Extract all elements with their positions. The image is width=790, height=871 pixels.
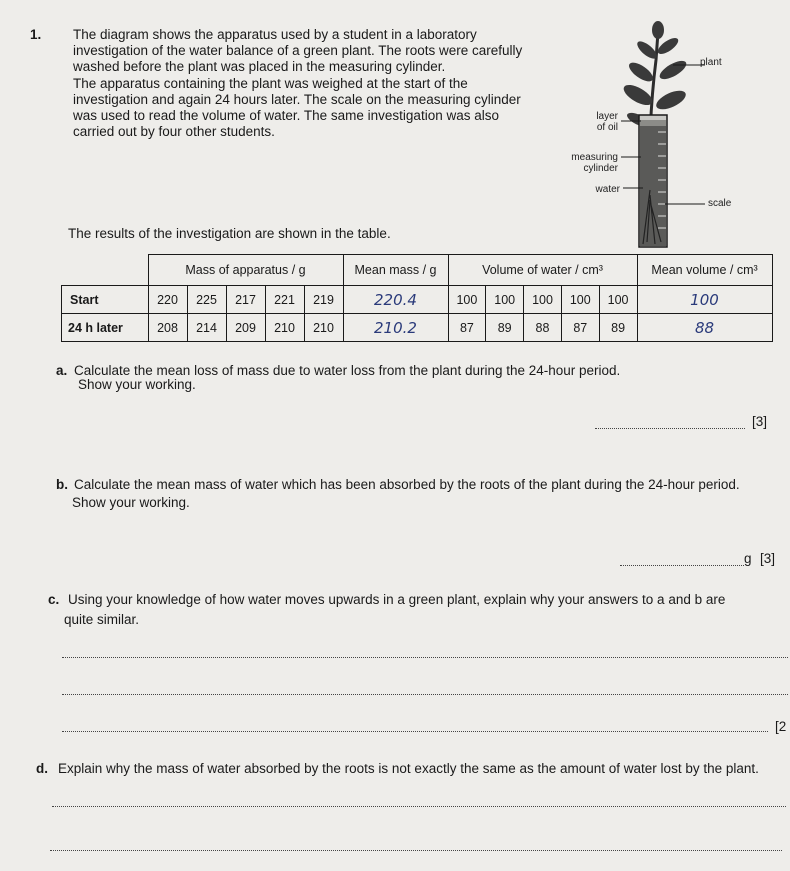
mass-cell: 221: [265, 286, 304, 314]
part-b-answer-line[interactable]: [620, 565, 744, 566]
volume-cell: 89: [486, 314, 524, 342]
label-plant: plant: [700, 57, 722, 68]
part-b-line2: Show your working.: [72, 495, 190, 510]
label-of-oil: of oil: [596, 122, 618, 133]
part-c-letter: c.: [48, 592, 60, 607]
intro-line: was used to read the volume of water. The same investigation was also: [73, 108, 499, 124]
question-intro: [73, 27, 533, 140]
mass-cell: 214: [187, 314, 226, 342]
table-row: [62, 286, 773, 314]
mean-mass-cell: 220.4: [343, 286, 448, 314]
mean-volume-cell: 88: [637, 314, 772, 342]
row-label: Start: [62, 286, 149, 314]
volume-cell: 87: [448, 314, 486, 342]
intro-line: The apparatus containing the plant was weighed at the start of the: [73, 75, 468, 91]
table-corner: [62, 255, 149, 286]
volume-cell: 100: [448, 286, 486, 314]
mass-cell: 225: [187, 286, 226, 314]
label-measuring-cylinder: [540, 152, 618, 174]
apparatus-diagram: [555, 20, 790, 250]
part-d-letter: d.: [36, 761, 48, 776]
mean-mass-cell: 210.2: [343, 314, 448, 342]
mass-cell: 220: [148, 286, 187, 314]
mean-volume-cell: 100: [637, 286, 772, 314]
mass-cell: 217: [226, 286, 265, 314]
volume-cell: 100: [561, 286, 599, 314]
results-text: The results of the investigation are shown in the table.: [68, 226, 391, 241]
label-scale: scale: [708, 198, 732, 209]
part-c-answer-line[interactable]: [62, 731, 768, 732]
mass-cell: 208: [148, 314, 187, 342]
part-c-line2: quite similar.: [64, 612, 140, 627]
row-label: 24 h later: [62, 314, 149, 342]
table-row: [62, 314, 773, 342]
part-c-mark: [2: [775, 719, 787, 734]
mass-cell: 210: [304, 314, 343, 342]
mass-cell: 209: [226, 314, 265, 342]
header-mean-volume: Mean volume / cm³: [637, 255, 772, 286]
intro-line: carried out by four other students.: [73, 124, 275, 140]
part-b-mark: [3]: [760, 551, 776, 566]
part-b-line1: Calculate the mean mass of water which has been absorbed by the roots of the plant during the 24-hour period.: [74, 477, 740, 492]
header-mean-mass: Mean mass / g: [343, 255, 448, 286]
part-b-unit: g: [744, 551, 752, 566]
part-c-answer-line[interactable]: [62, 657, 788, 658]
label-layer-of-oil: [560, 111, 618, 133]
part-a-line2: Show your working.: [78, 377, 196, 392]
part-c-answer-line[interactable]: [62, 694, 788, 695]
results-table: [61, 254, 773, 342]
part-a-line1: Calculate the mean loss of mass due to water loss from the plant during the 24-hour period.: [74, 363, 621, 378]
label-water: water: [595, 184, 620, 195]
intro-line: washed before the plant was placed in the measuring cylinder.: [73, 59, 446, 75]
volume-cell: 88: [524, 314, 562, 342]
volume-cell: 100: [599, 286, 637, 314]
part-a-answer-line[interactable]: [595, 428, 745, 429]
header-mass: Mass of apparatus / g: [148, 255, 343, 286]
label-measuring: measuring: [571, 152, 618, 163]
part-d-line1: Explain why the mass of water absorbed by the roots is not exactly the same as the amount of water lost by the plant.: [58, 761, 759, 776]
part-a-letter: a.: [56, 363, 68, 378]
intro-line: investigation and again 24 hours later. The scale on the measuring cylinder: [73, 91, 521, 107]
label-layer: layer: [596, 111, 618, 122]
header-volume: Volume of water / cm³: [448, 255, 637, 286]
intro-line: investigation of the water balance of a green plant. The roots were carefully: [73, 43, 523, 59]
volume-cell: 100: [524, 286, 562, 314]
mass-cell: 219: [304, 286, 343, 314]
mass-cell: 210: [265, 314, 304, 342]
part-d-answer-line[interactable]: [52, 806, 786, 807]
part-c-line1: Using your knowledge of how water moves upwards in a green plant, explain why your answers to a and b are: [68, 592, 726, 607]
part-b-letter: b.: [56, 477, 68, 492]
oil-layer: [640, 120, 666, 126]
part-a-mark: [3]: [752, 414, 768, 429]
part-d-answer-line[interactable]: [50, 850, 782, 851]
label-cylinder: cylinder: [583, 163, 618, 174]
volume-cell: 87: [561, 314, 599, 342]
question-number: 1.: [30, 27, 42, 42]
volume-cell: 89: [599, 314, 637, 342]
table-header-row: [62, 255, 773, 286]
volume-cell: 100: [486, 286, 524, 314]
intro-line: The diagram shows the apparatus used by a student in a laboratory: [73, 27, 477, 42]
